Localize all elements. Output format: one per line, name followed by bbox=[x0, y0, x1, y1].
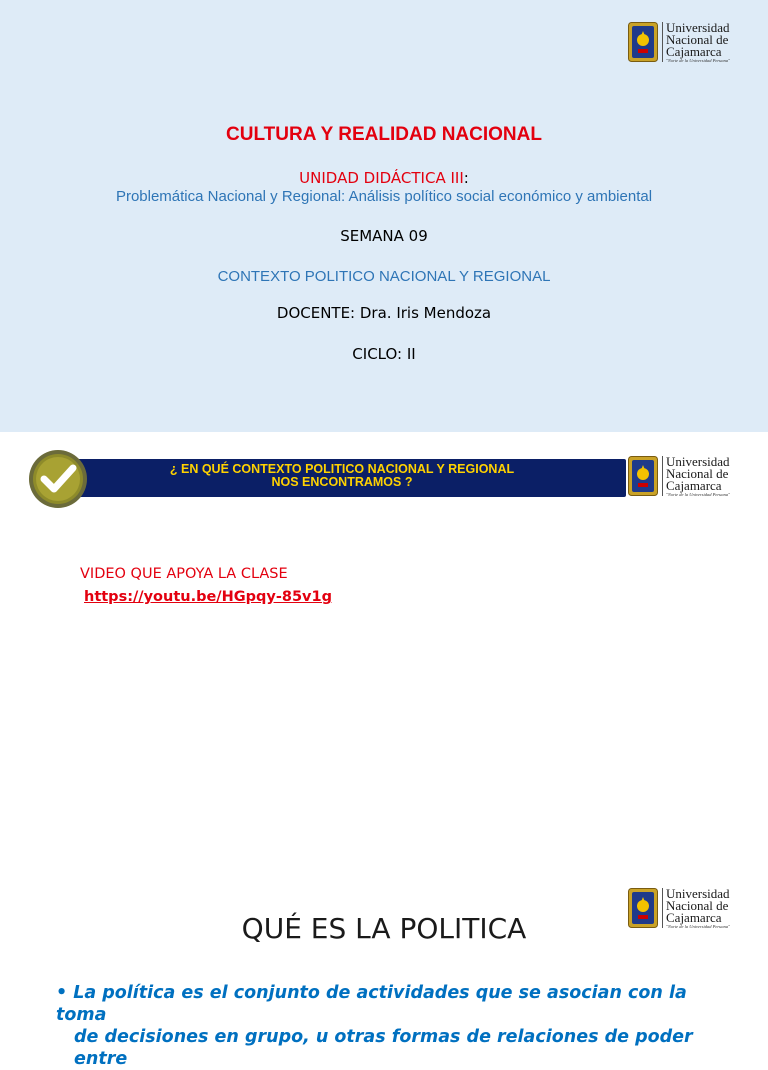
unit-subtitle: Problemática Nacional y Regional: Análisis político social económico y ambiental bbox=[115, 188, 653, 205]
video-link[interactable]: https://youtu.be/HGpqy-85v1g bbox=[84, 589, 332, 605]
logo-line-1: Universidad bbox=[666, 886, 730, 901]
unit-colon: : bbox=[463, 169, 469, 187]
logo-line-1: Universidad bbox=[666, 454, 730, 469]
university-crest-icon bbox=[628, 456, 658, 496]
logo-motto: "Norte de la Universidad Peruana" bbox=[666, 924, 731, 929]
logo-divider bbox=[662, 22, 663, 62]
logo-line-2: Nacional de bbox=[666, 466, 729, 481]
video-label: VIDEO QUE APOYA LA CLASE bbox=[80, 566, 288, 582]
topic-label: CONTEXTO POLITICO NACIONAL Y REGIONAL bbox=[217, 268, 551, 285]
bullet-icon: • bbox=[56, 983, 68, 1003]
university-logo bbox=[628, 456, 746, 502]
logo-line-2: Nacional de bbox=[666, 32, 729, 47]
logo-motto: "Norte de la Universidad Peruana" bbox=[666, 58, 731, 63]
week-label: SEMANA 09 bbox=[340, 227, 428, 245]
teacher-label: DOCENTE: Dra. Iris Mendoza bbox=[276, 304, 492, 322]
university-crest-icon bbox=[628, 22, 658, 62]
definition-slide bbox=[0, 864, 768, 1069]
bullet-line-2: de decisiones en grupo, u otras formas de relaciones de poder entre bbox=[74, 1027, 693, 1069]
slide-title: QUÉ ES LA POLITICA bbox=[241, 912, 527, 945]
definition-bullet bbox=[56, 982, 736, 1070]
question-banner bbox=[58, 459, 626, 497]
checkmark-badge-icon bbox=[28, 449, 88, 509]
banner-line-1: ¿ EN QUÉ CONTEXTO POLITICO NACIONAL Y REGIONAL bbox=[169, 462, 515, 476]
logo-line-2: Nacional de bbox=[666, 898, 729, 913]
banner-line-2: NOS ENCONTRAMOS ? bbox=[271, 475, 413, 489]
logo-divider bbox=[662, 456, 663, 496]
unit-heading bbox=[0, 169, 768, 187]
question-slide bbox=[0, 432, 768, 864]
title-slide bbox=[0, 0, 768, 432]
logo-line-3: Cajamarca bbox=[666, 478, 722, 493]
logo-line-3: Cajamarca bbox=[666, 44, 722, 59]
logo-motto: "Norte de la Universidad Peruana" bbox=[666, 492, 731, 497]
logo-line-1: Universidad bbox=[666, 20, 730, 35]
unit-label: UNIDAD DIDÁCTICA III bbox=[299, 169, 464, 187]
bullet-line-1: La política es el conjunto de actividades que se asocian con la toma bbox=[56, 983, 687, 1025]
university-logo bbox=[628, 22, 746, 68]
cycle-label: CICLO: II bbox=[352, 345, 416, 363]
logo-line-3: Cajamarca bbox=[666, 910, 722, 925]
course-title: CULTURA Y REALIDAD NACIONAL bbox=[226, 124, 542, 145]
